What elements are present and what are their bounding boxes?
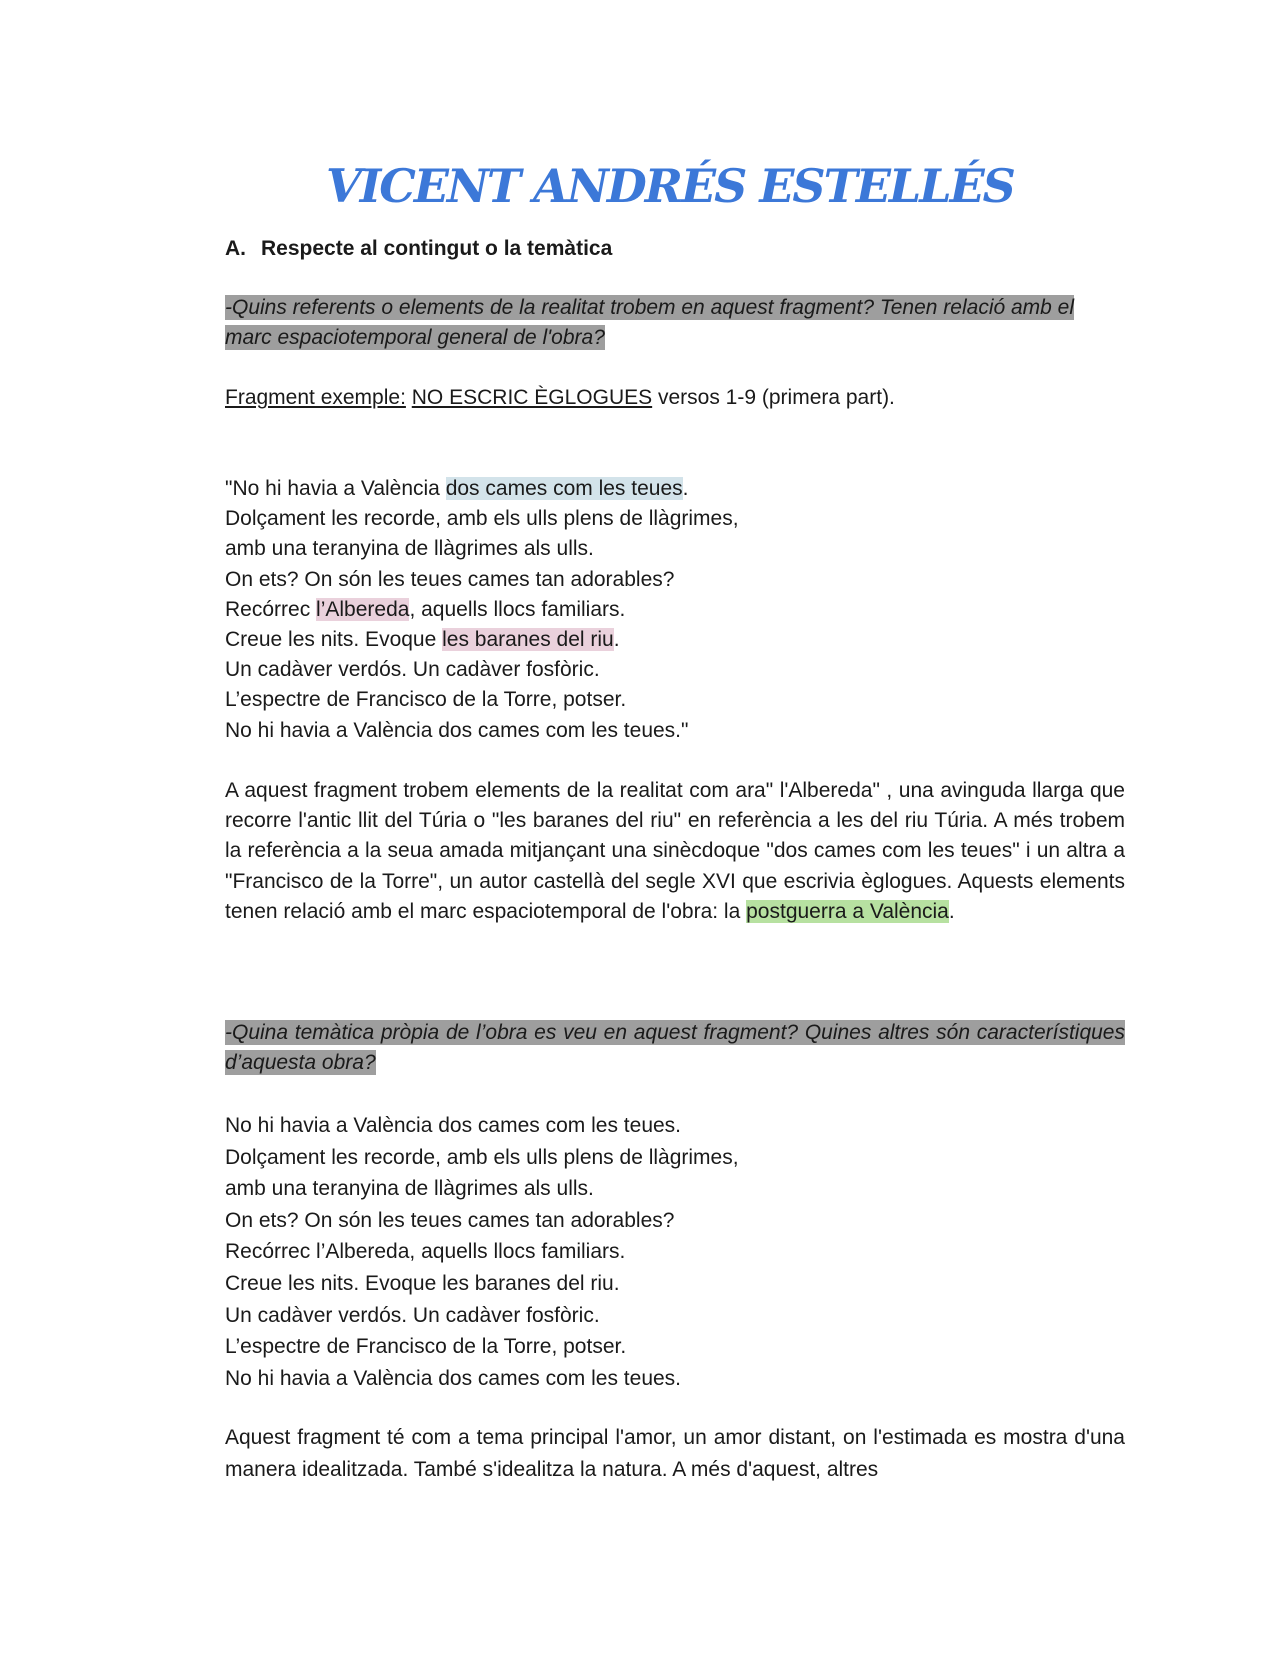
poem-line: Recórrec l’Albereda, aquells llocs familiars. (225, 1240, 626, 1264)
poem-excerpt-2 (225, 1110, 739, 1394)
poem-line: On ets? On són les teues cames tan adorables? (225, 567, 675, 591)
poem-line-text: Recórrec (225, 597, 317, 621)
poem-line (225, 595, 739, 625)
question-1 (225, 293, 1125, 353)
poem-line-text: . (682, 477, 689, 500)
poem-line-text: Creue les nits. Evoque (225, 628, 443, 652)
poem-line: amb una teranyina de llàgrimes als ulls. (225, 537, 594, 561)
highlight-dos-cames: dos cames com les teues (445, 477, 683, 500)
poem-line-text: , aquells llocs familiars. (409, 597, 626, 621)
question-2-text: -Quina temàtica pròpia de l’obra es veu en aquest fragment? Quines altres són característiques d’aquesta obra? (225, 1021, 1125, 1074)
fragment-verses: versos 1-9 (primera part). (658, 386, 895, 409)
paragraph-text: A aquest fragment trobem elements de la realitat com ara" l'Albereda" , una avinguda llarga que recorre l'antic llit del Túria o "les baranes del riu" en referència a les del riu Túria. A més trobem la referència a la seua amada mitjançant una sinècdoque "dos cames com les teues" i un altra a "Francisco de la Torre", un autor castellà del segle XVI que escrivia èglogues. Aquests elements tenen relació amb el marc espaciotemporal de l'obra: la (225, 779, 1125, 923)
poem-line (225, 474, 739, 504)
highlight-postguerra: postguerra a València (746, 899, 949, 923)
document-title: VICENT ANDRÉS ESTELLÉS (326, 159, 1014, 213)
analysis-paragraph-2: Aquest fragment té com a tema principal l'amor, un amor distant, on l'estimada es mostra d'una manera idealitzada. També s'idealitza la natura. A més d'aquest, altres (225, 1426, 1125, 1481)
poem-line: Dolçament les recorde, amb els ulls plens de llàgrimes, (225, 1145, 739, 1169)
poem-line: No hi havia a València dos cames com les teues." (225, 718, 689, 742)
section-heading-text: Respecte al contingut o la temàtica (261, 237, 613, 260)
poem-line: No hi havia a València dos cames com les teues. (225, 1366, 682, 1390)
poem-line (225, 625, 739, 655)
poem-excerpt-1 (225, 474, 739, 746)
poem-line-text: "No hi havia a València (225, 477, 446, 500)
section-letter: A. (225, 237, 246, 260)
poem-line: Creue les nits. Evoque les baranes del riu. (225, 1271, 620, 1295)
poem-line: amb una teranyina de llàgrimes als ulls. (225, 1177, 594, 1201)
poem-line: On ets? On són les teues cames tan adorables? (225, 1208, 675, 1232)
highlight-baranes: les baranes del riu (442, 628, 614, 652)
poem-line: No hi havia a València dos cames com les teues. (225, 1114, 682, 1137)
section-heading (225, 234, 612, 264)
fragment-poem-title: NO ESCRIC ÈGLOGUES (411, 386, 653, 409)
paragraph-text: . (948, 899, 955, 923)
poem-line: L’espectre de Francisco de la Torre, potser. (225, 688, 627, 712)
poem-line: Un cadàver verdós. Un cadàver fosfòric. (225, 658, 600, 682)
question-1-text: -Quins referents o elements de la realitat trobem en aquest fragment? Tenen relació amb el marc espaciotemporal general de l'obra? (225, 296, 1075, 349)
fragment-example (225, 383, 895, 413)
analysis-paragraph-1 (225, 776, 1125, 927)
poem-line: Dolçament les recorde, amb els ulls plens de llàgrimes, (225, 507, 739, 531)
highlight-albereda: l’Albereda (316, 597, 410, 621)
poem-line: L’espectre de Francisco de la Torre, potser. (225, 1335, 627, 1359)
fragment-example-label: Fragment exemple: (225, 386, 406, 409)
question-2 (225, 1018, 1125, 1078)
poem-line: Un cadàver verdós. Un cadàver fosfòric. (225, 1303, 600, 1327)
poem-line-text: . (613, 628, 620, 652)
